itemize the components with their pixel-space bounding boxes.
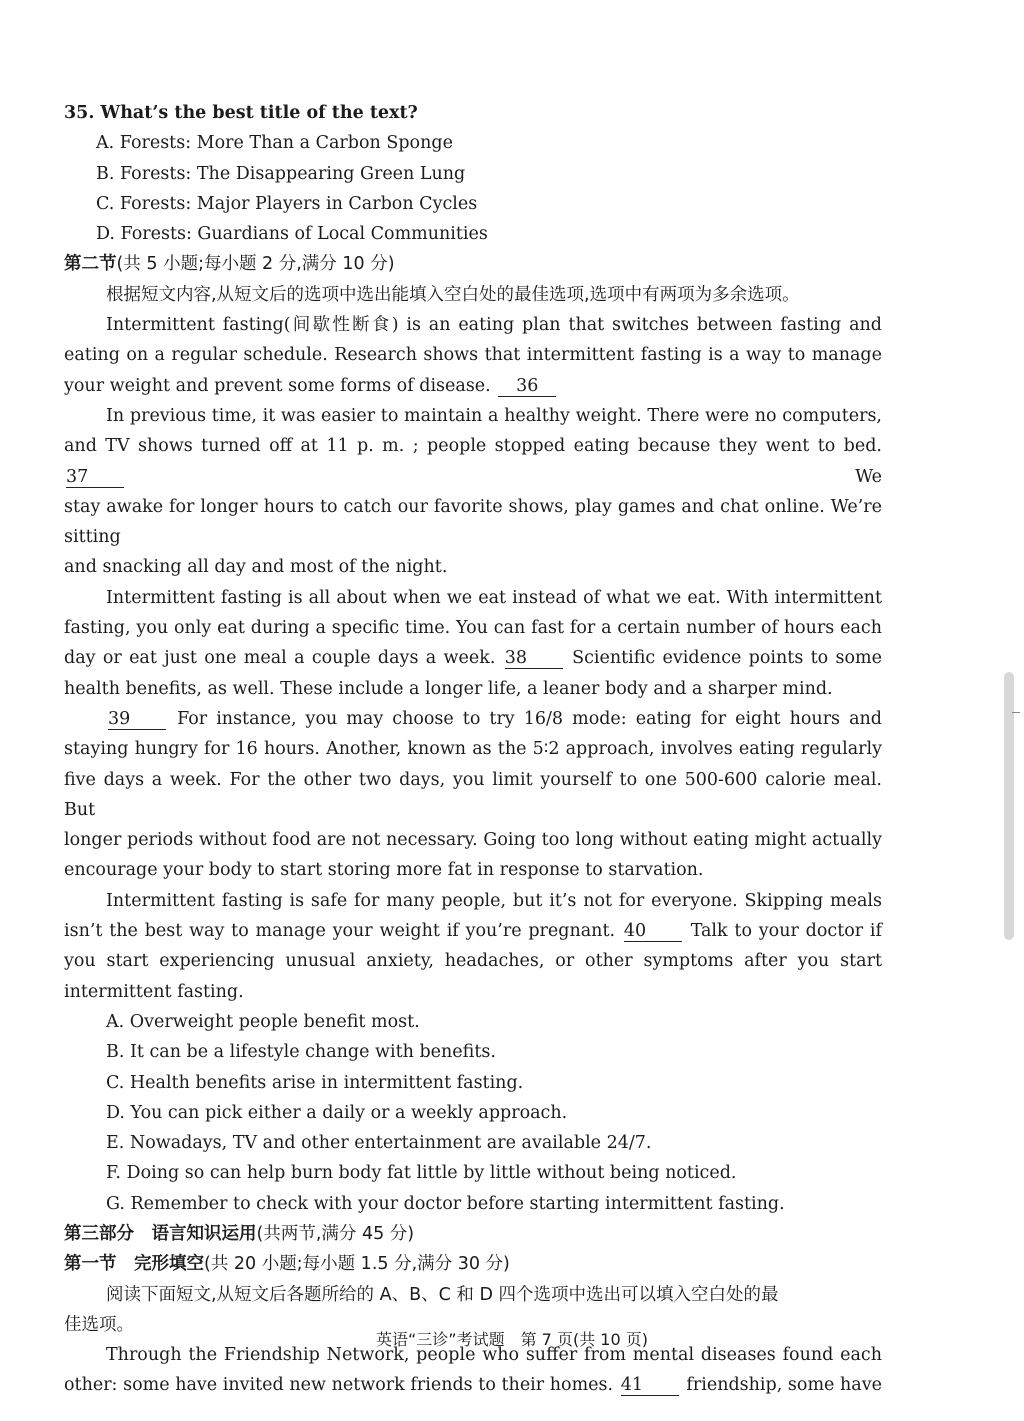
cloze-line2-text: other: some have invited new network friends to their homes. — [64, 1375, 614, 1396]
section1-instruction-line1: 阅读下面短文,从短文后各题所给的 A、B、C 和 D 四个选项中选出可以填入空白处的最 — [106, 1284, 779, 1305]
q35-stem: 35. What’s the best title of the text? — [64, 103, 418, 123]
blank-39: 39 — [108, 709, 166, 730]
p4-line5: encourage your body to start storing more fat in response to starvation. — [64, 860, 704, 881]
blank-40: 40 — [624, 921, 682, 942]
page-footer: 英语“三诊”考试题 第 7 页(共 10 页) — [376, 1330, 648, 1349]
choice-f: F. Doing so can help burn body fat little by little without being noticed. — [106, 1163, 737, 1184]
exam-page — [64, 98, 882, 1401]
choice-g: G. Remember to check with your doctor before starting intermittent fasting. — [106, 1193, 785, 1214]
section2-title: 第二节 — [64, 254, 117, 275]
section1-heading — [64, 1249, 882, 1279]
q35-option-a: A. Forests: More Than a Carbon Sponge — [96, 133, 453, 154]
blank-38: 38 — [505, 648, 563, 669]
p3-line3-text: day or eat just one meal a couple days a week. — [64, 648, 496, 669]
section1-instruction-line2: 佳选项。 — [64, 1314, 134, 1335]
blank-41: 41 — [621, 1375, 679, 1396]
p1-line1: Intermittent fasting(间歇性断食) is an eating plan that switches between fasting and — [106, 315, 882, 336]
choice-c: C. Health benefits arise in intermittent fasting. — [106, 1072, 524, 1093]
p4-line1 — [64, 704, 882, 734]
p1-line2: eating on a regular schedule. Research shows that intermittent fasting is a way to manage — [64, 345, 882, 366]
section1-title: 第一节 完形填空 — [64, 1254, 204, 1275]
p3-line3-end: Scientific evidence points to some — [572, 648, 882, 669]
scrollbar-tick — [1012, 712, 1020, 713]
p2-line4: and snacking all day and most of the night. — [64, 557, 448, 578]
p4-line1-text: For instance, you may choose to try 16/8 mode: eating for eight hours and — [177, 708, 882, 729]
p2-line2-end: We — [855, 466, 882, 487]
p2-line3: stay awake for longer hours to catch our favorite shows, play games and chat online. We’re sitting — [64, 496, 882, 548]
choice-b: B. It can be a lifestyle change with benefits. — [106, 1042, 496, 1063]
p5-line3: you start experiencing unusual anxiety, headaches, or other symptoms after you start — [64, 951, 882, 972]
p3-line1: Intermittent fasting is all about when we eat instead of what we eat. With intermittent — [106, 587, 882, 608]
p3-line4: health benefits, as well. These include a longer life, a leaner body and a sharper mind. — [64, 678, 833, 699]
section2-instruction: 根据短文内容,从短文后的选项中选出能填入空白处的最佳选项,选项中有两项为多余选项。 — [106, 284, 800, 305]
blank-36: 36 — [498, 376, 556, 397]
p3-line2: fasting, you only eat during a specific time. You can fast for a certain number of hours each — [64, 618, 882, 639]
q35-option-c: C. Forests: Major Players in Carbon Cycles — [96, 193, 478, 214]
choice-d: D. You can pick either a daily or a weekly approach. — [106, 1102, 568, 1123]
section2-heading — [64, 249, 882, 279]
part3-title: 第三部分 语言知识运用 — [64, 1223, 257, 1244]
cloze-line2 — [64, 1370, 882, 1400]
p1-line3-text: your weight and prevent some forms of disease. — [64, 375, 491, 396]
section1-info: (共 20 小题;每小题 1.5 分,满分 30 分) — [204, 1254, 510, 1275]
p4-line3: five days a week. For the other two days, you limit yourself to one 500-600 calorie meal. But — [64, 769, 882, 820]
p5-line2 — [64, 916, 882, 946]
p4-line4: longer periods without food are not necessary. Going too long without eating might actually — [64, 830, 882, 851]
choice-e: E. Nowadays, TV and other entertainment are available 24/7. — [106, 1133, 652, 1154]
p2-line1: In previous time, it was easier to maintain a healthy weight. There were no computers, — [106, 405, 882, 426]
q35-option-b: B. Forests: The Disappearing Green Lung — [96, 163, 466, 184]
p2-line2 — [64, 431, 882, 492]
p2-line2-text: and TV shows turned off at 11 p. m. ; people stopped eating because they went to bed. — [64, 436, 882, 457]
q35-option-d: D. Forests: Guardians of Local Communities — [96, 224, 488, 245]
p5-line1: Intermittent fasting is safe for many people, but it’s not for everyone. Skipping meals — [106, 890, 882, 911]
choice-a: A. Overweight people benefit most. — [106, 1011, 420, 1032]
part3-info: (共两节,满分 45 分) — [256, 1223, 415, 1244]
section2-info: (共 5 小题;每小题 2 分,满分 10 分) — [116, 254, 395, 275]
part3-heading — [64, 1219, 882, 1249]
p3-line3 — [64, 643, 882, 673]
p5-line2-text: isn’t the best way to manage your weight if you’re pregnant. — [64, 921, 616, 942]
cloze-line2-end: friendship, some have — [686, 1375, 882, 1396]
p1-line3 — [64, 371, 882, 401]
blank-37: 37 — [66, 467, 124, 488]
p4-line2: staying hungry for 16 hours. Another, known as the 5∶2 approach, involves eating regularly — [64, 739, 882, 760]
cloze-line1: Through the Friendship Network, people who suffer from mental diseases found each — [106, 1345, 882, 1366]
p5-line2-end: Talk to your doctor if — [690, 921, 882, 942]
p5-line4: intermittent fasting. — [64, 981, 244, 1002]
